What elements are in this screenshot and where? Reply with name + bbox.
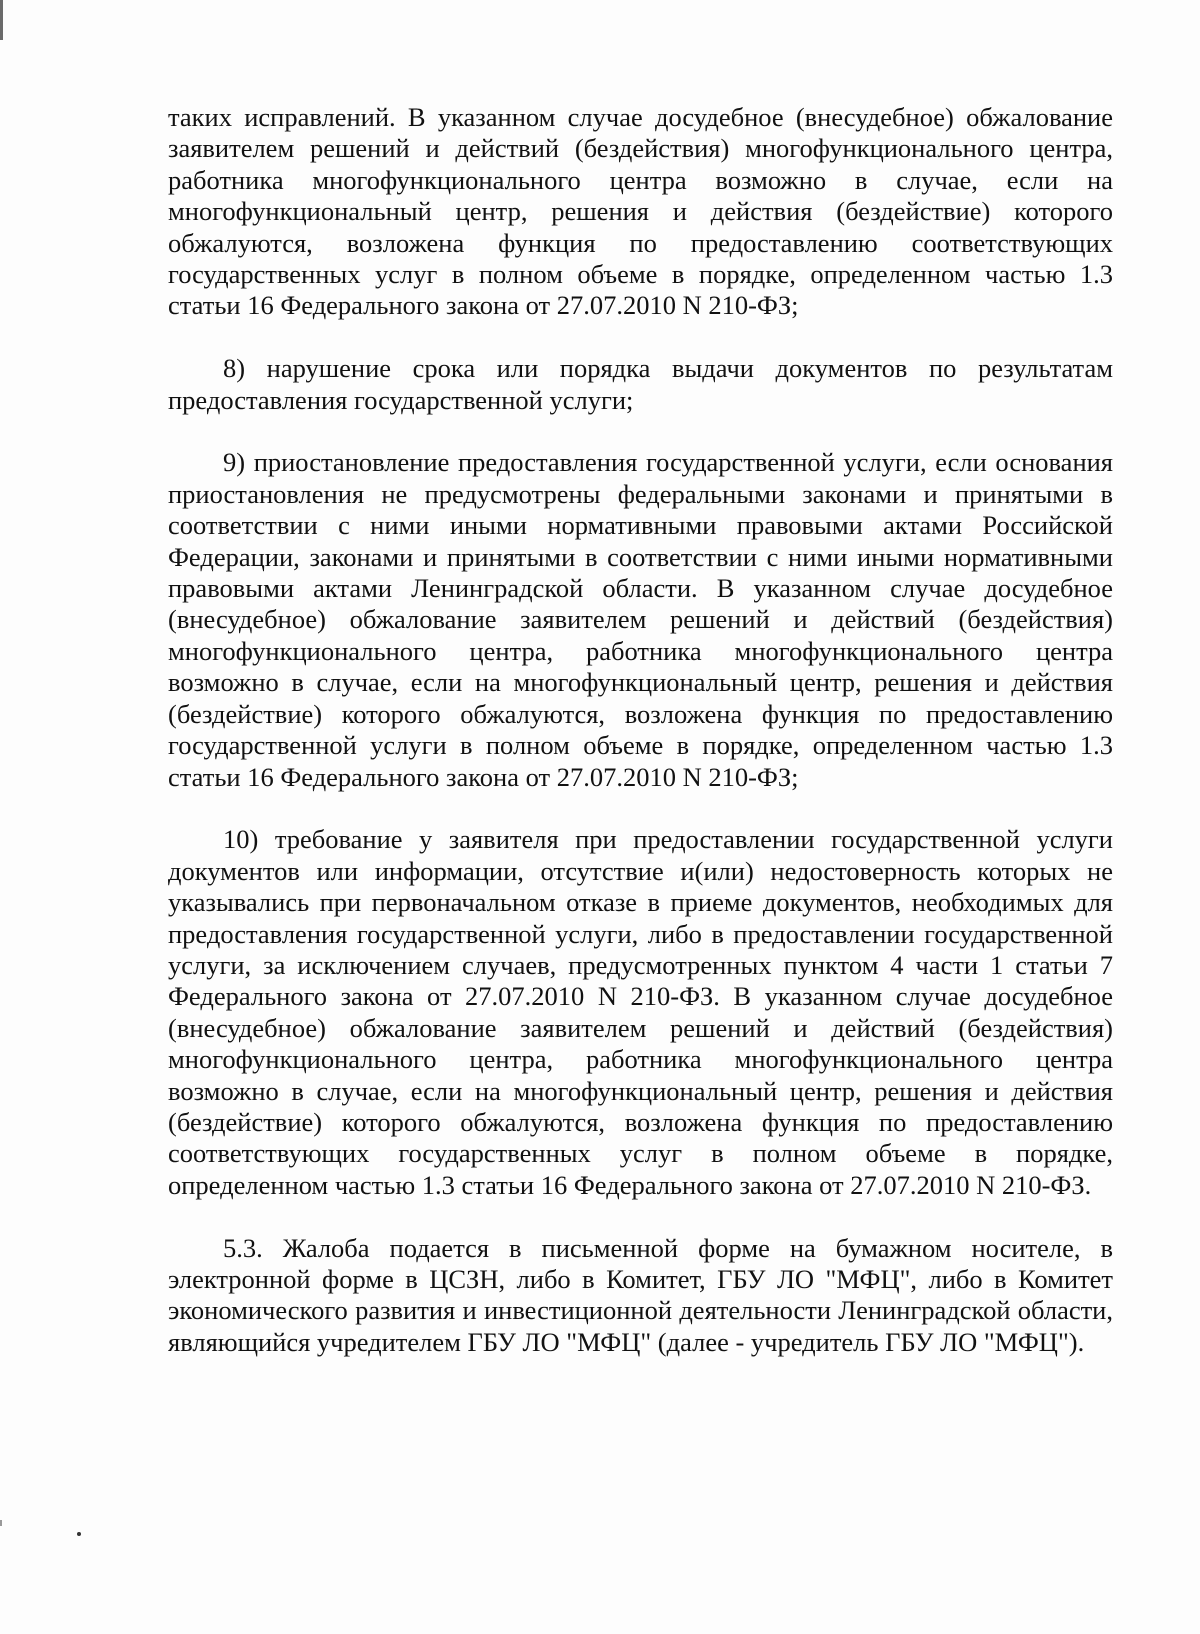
paragraph-item-8: 8) нарушение срока или порядка выдачи документов по результатам предоставления государственной услуги;: [168, 353, 1113, 415]
document-body: [168, 102, 1113, 1390]
paragraph-item-10: 10) требование у заявителя при предоставлении государственной услуги документов или информации, отсутствие и(или) недостоверность которых не указывались при первоначальном отказе в приеме документов, необходимых для предоставления государственной услуги, либо в предоставлении государственной услуги, за исключением случаев, предусмотренных пунктом 4 части 1 статьи 7 Федерального закона от 27.07.2010 N 210-ФЗ. В указанном случае досудебное (внесудебное) обжалование заявителем решений и действий (бездействия) многофункционального центра, работника многофункционального центра возможно в случае, если на многофункциональный центр, решения и действия (бездействие) которого обжалуются, возложена функция по предоставлению соответствующих государственных услуг в полном объеме в порядке, определенном частью 1.3 статьи 16 Федерального закона от 27.07.2010 N 210-ФЗ.: [168, 824, 1113, 1200]
paragraph-section-5-3: 5.3. Жалоба подается в письменной форме на бумажном носителе, в электронной форме в ЦСЗН, либо в Комитет, ГБУ ЛО "МФЦ", либо в Комитет экономического развития и инвестиционной деятельности Ленинградской области, являющийся учредителем ГБУ ЛО "МФЦ" (далее - учредитель ГБУ ЛО "МФЦ").: [168, 1232, 1113, 1357]
paragraph-continuation: таких исправлений. В указанном случае досудебное (внесудебное) обжалование заявителем решений и действий (бездействия) многофункционального центра, работника многофункционального центра возможно в случае, если на многофункциональный центр, решения и действия (бездействие) которого обжалуются, возложена функция по предоставлению соответствующих государственных услуг в полном объеме в порядке, определенном частью 1.3 статьи 16 Федерального закона от 27.07.2010 N 210-ФЗ;: [168, 102, 1113, 321]
paragraph-item-9: 9) приостановление предоставления государственной услуги, если основания приостановления не предусмотрены федеральными законами и принятыми в соответствии с ними иными нормативными правовыми актами Российской Федерации, законами и принятыми в соответствии с ними иными нормативными правовыми актами Ленинградской области. В указанном случае досудебное (внесудебное) обжалование заявителем решений и действий (бездействия) многофункционального центра, работника многофункционального центра возможно в случае, если на многофункциональный центр, решения и действия (бездействие) которого обжалуются, возложена функция по предоставлению государственной услуги в полном объеме в порядке, определенном частью 1.3 статьи 16 Федерального закона от 27.07.2010 N 210-ФЗ;: [168, 447, 1113, 792]
scan-speck: [77, 1532, 81, 1536]
scan-edge-mark: [0, 1520, 2, 1526]
scan-edge-mark: [0, 0, 3, 40]
